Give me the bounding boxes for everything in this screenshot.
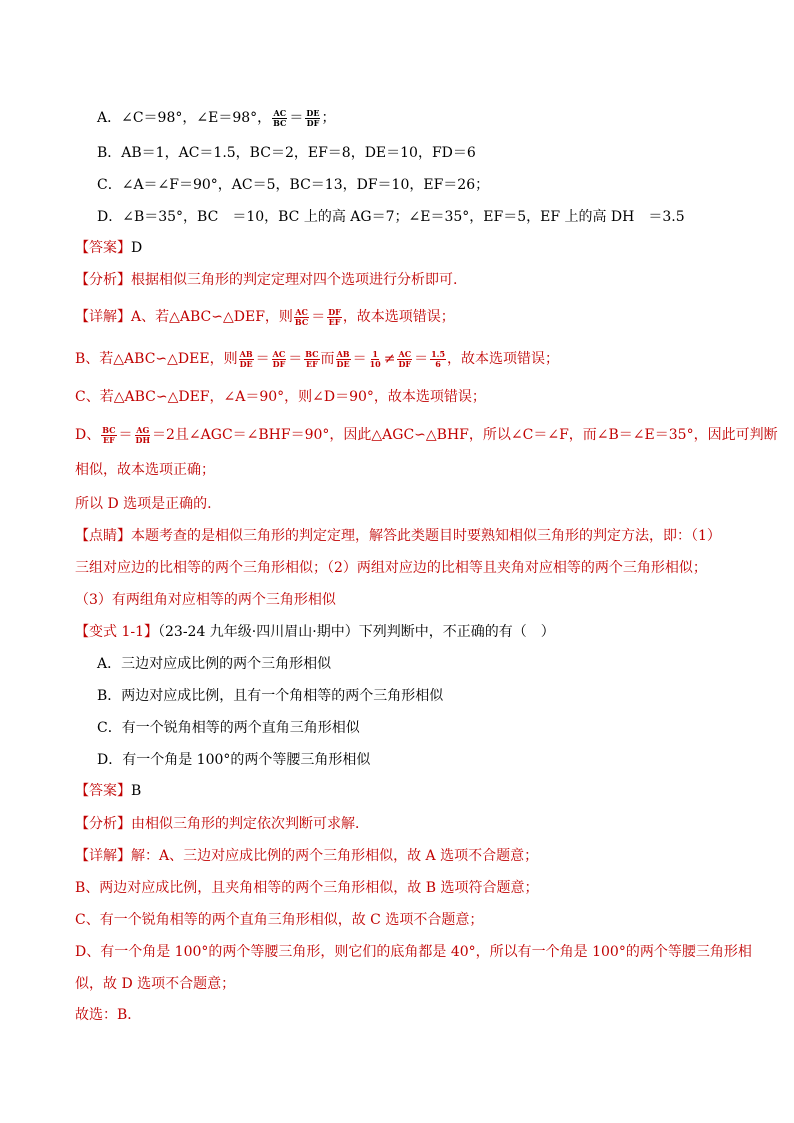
- variant-heading: [75, 622, 555, 642]
- point-line-1: 【点睛】本题考查的是相似三角形的判定定理，解答此类题目时要熟知相似三角形的判定方法，即：（1）: [75, 528, 721, 544]
- detail-line-2-3: C、有一个锐角相等的两个直角三角形相似，故 C 选项不合题意；: [75, 912, 484, 928]
- fraction: $\frac{1.5}{6}$: [431, 348, 446, 369]
- q2-option-b: B．两边对应成比例，且有一个角相等的两个三角形相似: [97, 688, 444, 704]
- fraction: $\frac{BC}{EF}$: [102, 424, 116, 445]
- analysis-line-2: 【分析】由相似三角形的判定依次判断可求解．: [75, 816, 369, 832]
- fraction: $\frac{AC}{DF}$: [272, 348, 286, 369]
- fraction: $\frac{DE}{DF}$: [306, 107, 320, 128]
- conclusion-line: 所以 D 选项是正确的.: [75, 496, 212, 512]
- q1-option-c: C．∠A＝∠F＝90°，AC＝5，BC＝13，DF＝10，EF＝26；: [97, 177, 490, 193]
- q2-option-d: D．有一个角是 100°的两个等腰三角形相似: [97, 752, 371, 768]
- detail-line-a: 【详解】A、若△ABC∽△DEF，则 $\frac{AC}{BC}$ ＝ $\frac{DF}{EF}$ ，故本选项错误；: [75, 306, 455, 327]
- detail-line-d: D、 $\frac{BC}{EF}$ ＝ $\frac{AG}{DH}$ ＝2且∠AGC＝∠BHF＝90°，因此△AGC∽△BHF，所以∠C＝∠F，而∠B＝∠E＝35°，因此可判断: [75, 424, 778, 445]
- detail-line-2-4: D、有一个角是 100°的两个等腰三角形，则它们的底角都是 40°，所以有一个角是 100°的两个等腰三角形相: [75, 944, 752, 960]
- q2-option-c: C．有一个锐角相等的两个直角三角形相似: [97, 720, 360, 736]
- point-line-2: 三组对应边的比相等的两个三角形相似；（2）两组对应边的比相等且夹角对应相等的两个三角形相似；: [75, 560, 707, 576]
- point-line-3: （3）有两组角对应相等的两个三角形相似: [75, 592, 336, 608]
- fraction: $\frac{1}{10}$: [369, 348, 381, 369]
- answer-value: D: [131, 240, 143, 256]
- fraction: $\frac{AB}{DE}$: [239, 348, 253, 369]
- fraction: $\frac{AG}{DH}$: [135, 424, 151, 445]
- fraction: $\frac{BC}{EF}$: [305, 348, 319, 369]
- detail-line-2-2: B、两边对应成比例，且夹角相等的两个三角形相似，故 B 选项符合题意；: [75, 880, 539, 896]
- answer-line-2: [75, 781, 141, 801]
- point-tag: 【点睛】: [75, 528, 131, 544]
- answer-tag: 【答案】: [75, 240, 131, 256]
- detail-line-d-cont: 相似，故本选项正确；: [75, 462, 215, 478]
- analysis-tag: 【分析】: [75, 272, 131, 288]
- q1-option-a: A．∠C＝98°，∠E＝98°， $\frac{AC}{BC}$ ＝ $\frac{DE}{DF}$ ；: [97, 107, 336, 128]
- fraction: $\frac{AB}{DE}$: [336, 348, 350, 369]
- fraction: $\frac{DF}{EF}$: [328, 306, 341, 327]
- fraction: $\frac{AC}{BC}$: [273, 107, 287, 128]
- fraction: $\frac{AC}{BC}$: [294, 306, 309, 327]
- analysis-line: 【分析】根据相似三角形的判定定理对四个选项进行分析即可.: [75, 272, 458, 288]
- detail-line-c: C、若△ABC∽△DEF，∠A＝90°，则∠D＝90°，故本选项错误；: [75, 389, 486, 405]
- detail-line-2-5: 似，故 D 选项不合题意；: [75, 976, 236, 992]
- detail-tag: 【详解】: [75, 848, 131, 864]
- final-choice: 故选：B．: [75, 1007, 142, 1023]
- variant-tag: 【变式 1-1】: [75, 624, 158, 640]
- detail-tag: 【详解】: [75, 309, 131, 325]
- q1-option-b: B．AB＝1，AC＝1.5，BC＝2，EF＝8，DE＝10，FD＝6: [97, 145, 476, 161]
- answer-tag: 【答案】: [75, 783, 131, 799]
- analysis-tag: 【分析】: [75, 816, 131, 832]
- q2-option-a: A．三边对应成比例的两个三角形相似: [97, 656, 332, 672]
- fraction: $\frac{AC}{DF}$: [398, 348, 412, 369]
- q1-option-d: D．∠B＝35°，BC ＝10，BC 上的高 AG＝7；∠E＝35°，EF＝5，EF 上的高 DH ＝3.5: [97, 209, 685, 225]
- detail-line-2-1: 【详解】解：A、三边对应成比例的两个三角形相似，故 A 选项不合题意；: [75, 848, 539, 864]
- detail-line-b: B、若△ABC∽△DEE，则 $\frac{AB}{DE}$ ＝ $\frac{AC}{DF}$ ＝ $\frac{BC}{EF}$ 而 $\frac{AB}{DE}$ ＝ $\frac{1}{10}$ ≠ $\frac{AC}{DF}$ ＝ $\frac{1.5}{6}$ ，故本选项错误；: [75, 348, 560, 369]
- answer-line: [75, 238, 142, 258]
- answer-value: B: [131, 783, 142, 799]
- variant-stem: （23-24 九年级·四川眉山·期中）下列判断中，不正确的有（ ）: [158, 624, 555, 640]
